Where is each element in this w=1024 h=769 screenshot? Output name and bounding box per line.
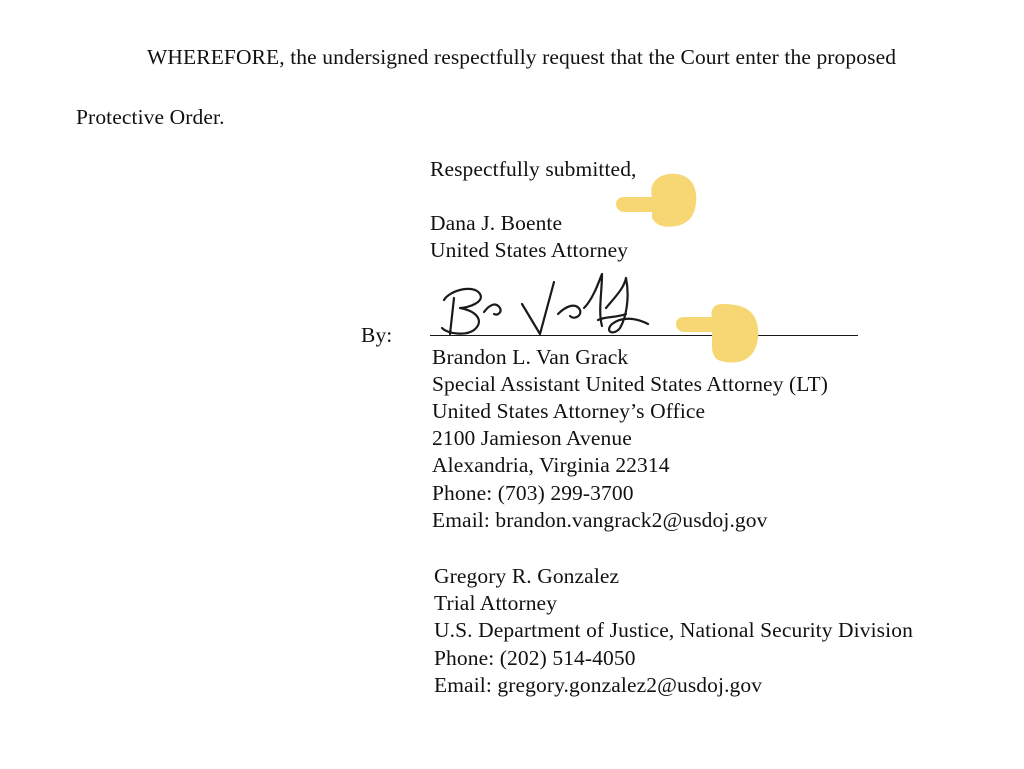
handwritten-signature bbox=[430, 268, 680, 348]
attorney-1-title: Special Assistant United States Attorney (LT) bbox=[432, 372, 829, 396]
attorney-2-phone: Phone: (202) 514-4050 bbox=[434, 646, 636, 670]
pointing-hand-icon bbox=[612, 168, 702, 232]
closing-paragraph-line-1: WHEREFORE, the undersigned respectfully request that the Court enter the proposed bbox=[147, 45, 897, 69]
attorney-2-department: U.S. Department of Justice, National Security Division bbox=[434, 618, 913, 642]
signer-name: Dana J. Boente bbox=[430, 211, 563, 235]
attorney-1-name: Brandon L. Van Grack bbox=[432, 345, 629, 369]
attorney-1-phone: Phone: (703) 299-3700 bbox=[432, 481, 634, 505]
pointing-hand-icon bbox=[672, 302, 762, 366]
attorney-2-name: Gregory R. Gonzalez bbox=[434, 564, 620, 588]
attorney-2-title: Trial Attorney bbox=[434, 591, 558, 615]
attorney-1-office: United States Attorney’s Office bbox=[432, 399, 706, 423]
attorney-1-street: 2100 Jamieson Avenue bbox=[432, 426, 632, 450]
by-label: By: bbox=[361, 323, 393, 347]
signer-title: United States Attorney bbox=[430, 238, 629, 262]
closing-paragraph-line-2: Protective Order. bbox=[76, 105, 225, 129]
attorney-2-email: Email: gregory.gonzalez2@usdoj.gov bbox=[434, 673, 763, 697]
closing-salutation: Respectfully submitted, bbox=[430, 157, 637, 181]
attorney-1-email: Email: brandon.vangrack2@usdoj.gov bbox=[432, 508, 768, 532]
attorney-1-city: Alexandria, Virginia 22314 bbox=[432, 453, 670, 477]
